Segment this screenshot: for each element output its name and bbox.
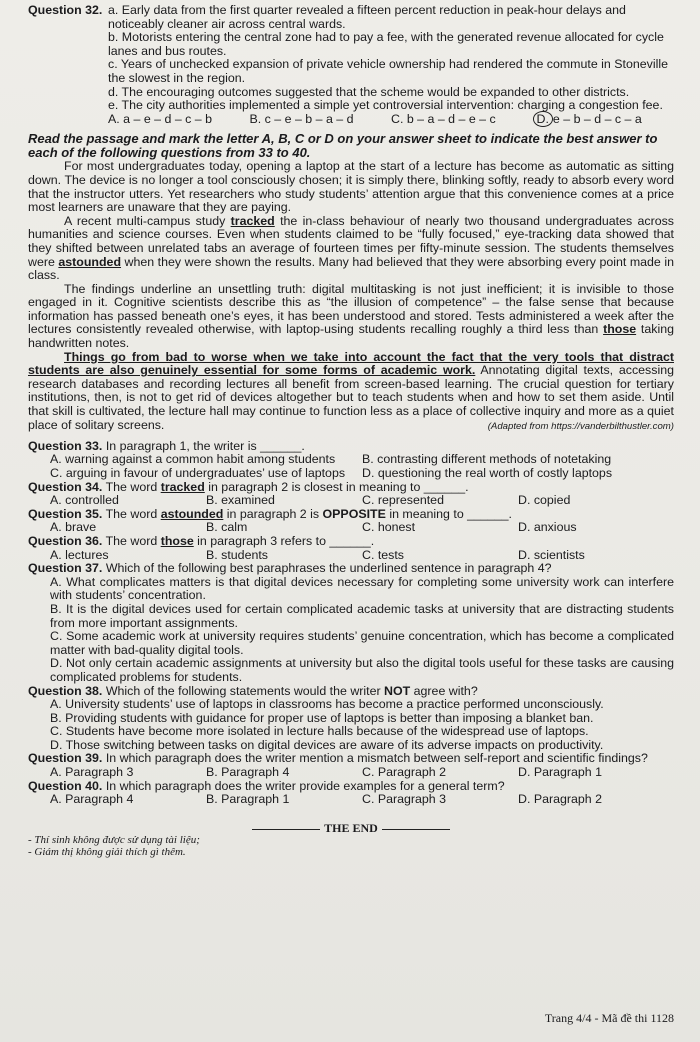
stem-part: The word [102,533,161,548]
stem-part: agree with? [410,683,478,698]
question-label: Question 32. [28,3,103,17]
stem-part: Which of the following statements would the writer [102,683,385,698]
paragraph-3 [28,283,674,351]
opposite-keyword: OPPOSITE [322,506,386,521]
question-label: Question 36. [28,533,103,548]
target-word: those [160,533,194,548]
question-stem: In paragraph 1, the writer is ______. [102,438,305,453]
question-40 [28,780,674,807]
page-number: Trang 4/4 - Mã đề thi 1128 [544,1011,674,1025]
question-33 [28,440,674,481]
note-1: - Thí sinh không được sử dụng tài liệu; [28,833,200,846]
option-b[interactable]: B. contrasting different methods of notetaking [362,452,612,467]
question-label: Question 39. [28,751,103,766]
option-a[interactable]: A. Paragraph 4 [50,792,134,807]
p2-text-a: A recent multi-campus study [64,213,231,228]
stem-part: The word [102,506,161,521]
option-a[interactable]: A. controlled [50,493,119,508]
option-d[interactable]: D. Not only certain academic assignments at university but also the digital tools useful for these tasks are causing complicated problems for students. [50,656,674,684]
option-a[interactable]: A. a – e – d – c – b [108,111,213,126]
question-label: Question 34. [28,479,103,494]
stem-part: The word [102,479,161,494]
stem-part: in meaning to ______. [385,506,512,521]
q32-options [28,113,674,127]
q32-sentence-c: c. Years of unchecked expansion of private vehicle ownership had rendered the commute in Stoneville the slowest in the region. [108,57,668,85]
q32-sentence-b: b. Motorists entering the central zone had to pay a fee, with the generated revenue allocated for cycle lanes and bus routes. [108,30,664,58]
question-label: Question 35. [28,506,103,521]
p3-text-a: The findings underline an unsettling truth: digital multitasking is not just inefficient; it is invisible to those engaged in it. Cognitive scientists describe this as “the illusion of competence” – the false sense that because information has passed beneath one’s eyes, it has been understood and stored. Tests administered a week after the lectures consistently revealed otherwise, with laptop-using students recalling roughly a third less than [28,281,674,337]
option-c[interactable]: C. Paragraph 3 [362,792,447,807]
stem-part: in paragraph 3 refers to ______. [193,533,375,548]
divider-right [382,829,450,830]
word-tracked: tracked [230,213,275,228]
p2-text-c: when they were shown the results. Many had believed that they were absorbing every point made in class. [28,254,674,283]
q32-sentence-e: e. The city authorities implemented a simple yet controversial intervention: charging a congestion fee. [108,98,663,113]
option-d[interactable]: D. Those switching between tasks on digital devices are aware of its adverse impacts on productivity. [50,737,604,752]
option-a[interactable]: A. warning against a common habit among students [50,452,336,467]
not-keyword: NOT [384,683,411,698]
option-c[interactable]: C. Paragraph 2 [362,765,447,780]
option-c[interactable]: C. Students have become more isolated in lecture halls because of the widespread use of laptops. [50,724,589,739]
divider-left [252,829,320,830]
question-stem: In which paragraph does the writer provide examples for a general term? [102,778,505,793]
p2-text-b: the in-class behaviour of nearly two thousand undergraduates across humanities and science courses. Even when students claimed to be “fully focused,” eye-tracking data showed that they shifted between unrelated tabs an average of fourteen times per fifty-minute session. The students themselves were [28,213,674,269]
option-b[interactable]: B. students [206,547,268,562]
word-astounded: astounded [58,254,122,269]
option-b[interactable]: B. It is the digital devices used for certain complicated academic tasks at university that are distracting students from more important assignments. [50,601,674,630]
option-c[interactable]: C. honest [362,520,416,535]
the-end-text: THE END [324,820,378,835]
option-c[interactable]: C. b – a – d – e – c [391,111,496,126]
q32-sentence-d: d. The encouraging outcomes suggested that the scheme would be expanded to other districts. [108,84,630,99]
option-b[interactable]: B. c – e – b – a – d [249,111,354,126]
reading-instruction: Read the passage and mark the letter A, B, C or D on your answer sheet to indicate the best answer to each of the following questions from 33 to 40. [28,131,658,161]
option-c[interactable]: C. arguing in favour of undergraduates’ use of laptops [50,466,346,480]
option-c[interactable]: C. tests [362,547,404,562]
option-d[interactable]: D. anxious [518,520,577,535]
option-b[interactable]: B. Providing students with guidance for proper use of laptops is better than imposing a blanket ban. [50,710,594,725]
option-a[interactable]: A. lectures [50,547,109,562]
target-word: astounded [160,506,224,521]
option-d[interactable] [533,113,675,127]
option-d[interactable]: D. copied [518,493,571,508]
paragraph-1: For most undergraduates today, opening a laptop at the start of a lecture has become as automatic as sitting down. The device is no longer a tool consciously chosen; it is simply there, blinking softly, ready to absorb every word that the instructor utters. Yet researchers who study students’ attention argue that this convenience comes at a price most learners are unaware that they are paying. [28,159,674,215]
question-stem: Which of the following best paraphrases the underlined sentence in paragraph 4? [102,561,552,576]
target-word: tracked [160,479,205,494]
p3-text-b: taking handwritten notes. [28,322,674,351]
option-d[interactable]: D. Paragraph 2 [518,792,603,807]
option-b[interactable]: B. calm [206,520,248,535]
question-35 [28,508,674,535]
option-a[interactable]: A. Paragraph 3 [50,765,134,780]
question-label: Question 40. [28,778,103,793]
question-37 [28,562,674,684]
question-39 [28,752,674,779]
option-d-text: e – b – d – c – a [552,111,642,126]
paragraph-2 [28,215,674,283]
answer-mark-circle: D. [533,111,553,127]
option-a[interactable]: A. What complicates matters is that digital devices necessary for completing some university work can interfere with students’ concentration. [50,574,674,603]
option-b[interactable]: B. examined [206,493,275,508]
question-stem: In which paragraph does the writer mention a mismatch between self-report and scientific findings? [102,751,648,766]
question-32 [28,4,674,113]
question-label: Question 37. [28,561,103,576]
question-label: Question 33. [28,438,103,453]
stem-part: in paragraph 2 is [223,506,323,521]
question-38 [28,685,674,753]
question-label: Question 38. [28,683,103,698]
option-a[interactable]: A. brave [50,520,97,535]
option-d[interactable]: D. scientists [518,547,585,562]
option-d[interactable]: D. questioning the real worth of costly laptops [362,466,613,480]
word-those: those [603,322,637,337]
option-c[interactable]: C. represented [362,493,444,508]
exam-notes [28,834,674,858]
option-c[interactable]: C. Some academic work at university requires students’ genuine concentration, which has become a complicated matter with bad-quality digital tools. [50,629,674,657]
reading-passage [28,160,674,433]
source-citation: (Adapted from https://vanderbilthustler.com) [487,421,674,433]
q32-sentence-a: a. Early data from the first quarter revealed a fifteen percent reduction in peak-hour delays and noticeably cleaner air across central wards. [108,3,626,31]
note-2: - Giám thị không giải thích gì thêm. [28,845,186,858]
underlined-sentence: Things go from bad to worse when we take into account the fact that the very tools that distract students are also genuinely essential for some forms of academic work. [28,349,674,378]
option-b[interactable]: B. Paragraph 4 [206,765,290,780]
question-34 [28,481,674,508]
stem-part: in paragraph 2 is closest in meaning to ______. [204,479,469,494]
question-36 [28,535,674,562]
option-a[interactable]: A. University students’ use of laptops in classrooms has become a practice performed unconsciously. [50,697,604,712]
p4-text-b: Annotating digital texts, accessing research databases and recording lectures all benefit from screen-based learning. The crucial question for tertiary institutions, then, is not to get rid of devices altogether but to teach students when and how to set them aside. Until that skill is cultivated, the lecture hall may continue to function less as a place of collective inquiry and more as a quiet place of solitary screens. [28,363,674,432]
option-b[interactable]: B. Paragraph 1 [206,792,290,807]
option-d[interactable]: D. Paragraph 1 [518,765,603,780]
